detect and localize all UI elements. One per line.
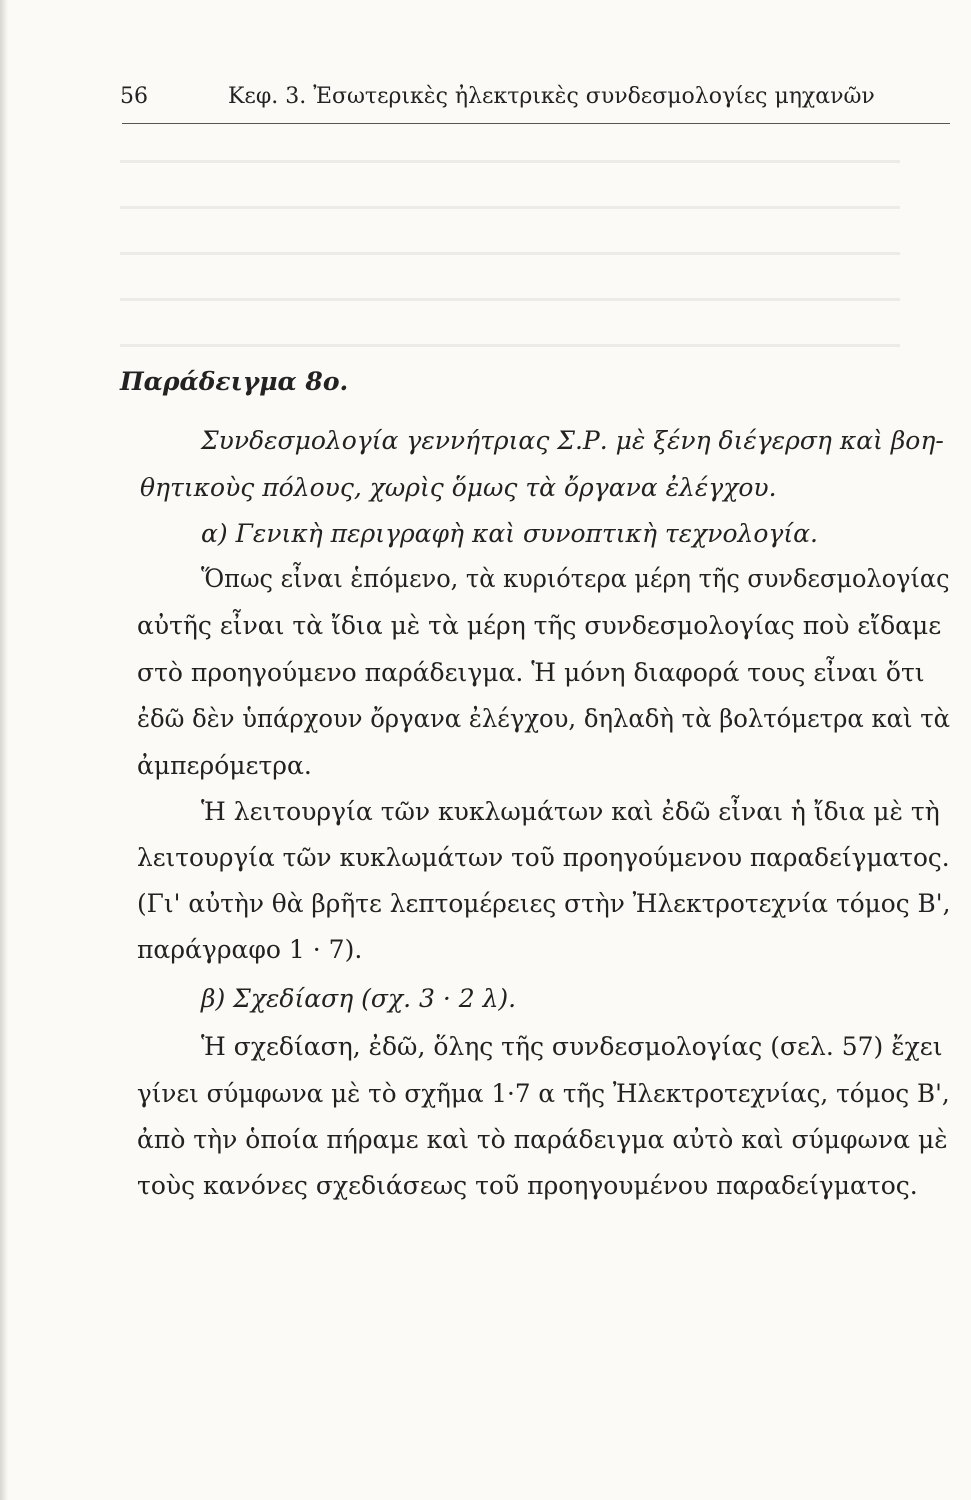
- section-a-line-3: στὸ προηγούμενο παράδειγμα. Ἡ μόνη διαφορά τους εἶναι ὅτι: [137, 658, 925, 687]
- running-head: [120, 84, 950, 114]
- section-b-heading: β) Σχεδίαση (σχ. 3 · 2 λ).: [201, 984, 517, 1013]
- page-number: 56: [120, 84, 148, 109]
- section-a-line-8: (Γι' αὐτὴν θὰ βρῆτε λεπτομέρειες στὴν Ἠλεκτροτεχνία τόμος Β',: [137, 889, 951, 918]
- section-b-line-3: ἀπὸ τὴν ὁποία πήραμε καὶ τὸ παράδειγμα αὐτὸ καὶ σύμφωνα μὲ: [137, 1125, 948, 1154]
- page-edge-shadow: [0, 0, 8, 1500]
- section-a-line-2: αὐτῆς εἶναι τὰ ἴδια μὲ τὰ μέρη τῆς συνδεσμολογίας ποὺ εἴδαμε: [137, 611, 942, 640]
- bleed-through-shadow: [120, 160, 900, 360]
- section-a-line-5: ἀμπερόμετρα.: [137, 751, 312, 780]
- example-subtitle-line-2: θητικοὺς πόλους, χωρὶς ὅμως τὰ ὄργανα ἐλέγχου.: [140, 473, 777, 502]
- example-heading: Παράδειγμα 8ο.: [120, 367, 349, 396]
- section-b-line-4: τοὺς κανόνες σχεδιάσεως τοῦ προηγουμένου παραδείγματος.: [137, 1171, 918, 1200]
- header-rule: [122, 123, 950, 124]
- section-a-line-4: ἐδῶ δὲν ὑπάρχουν ὄργανα ἐλέγχου, δηλαδὴ τὰ βολτόμετρα καὶ τὰ: [137, 704, 951, 733]
- section-a-line-7: λειτουργία τῶν κυκλωμάτων τοῦ προηγούμενου παραδείγματος.: [137, 843, 950, 872]
- section-a-line-6: Ἡ λειτουργία τῶν κυκλωμάτων καὶ ἐδῶ εἶναι ἡ ἴδια μὲ τὴ: [201, 797, 940, 826]
- section-a-heading: α) Γενικὴ περιγραφὴ καὶ συνοπτικὴ τεχνολογία.: [201, 519, 818, 548]
- example-subtitle-line-1: Συνδεσμολογία γεννήτριας Σ.Ρ. μὲ ξένη διέγερση καὶ βοη-: [201, 426, 944, 455]
- section-b-line-1: Ἡ σχεδίαση, ἐδῶ, ὅλης τῆς συνδεσμολογίας (σελ. 57) ἔχει: [201, 1032, 943, 1061]
- section-a-line-9: παράγραφο 1 · 7).: [137, 935, 363, 964]
- chapter-title: Κεφ. 3. Ἐσωτερικὲς ἠλεκτρικὲς συνδεσμολογίες μηχανῶν: [228, 84, 875, 109]
- section-a-line-1: Ὅπως εἶναι ἑπόμενο, τὰ κυριότερα μέρη τῆς συνδεσμολογίας: [201, 564, 950, 593]
- section-b-line-2: γίνει σύμφωνα μὲ τὸ σχῆμα 1·7 α τῆς Ἠλεκτροτεχνίας, τόμος Β',: [137, 1079, 950, 1108]
